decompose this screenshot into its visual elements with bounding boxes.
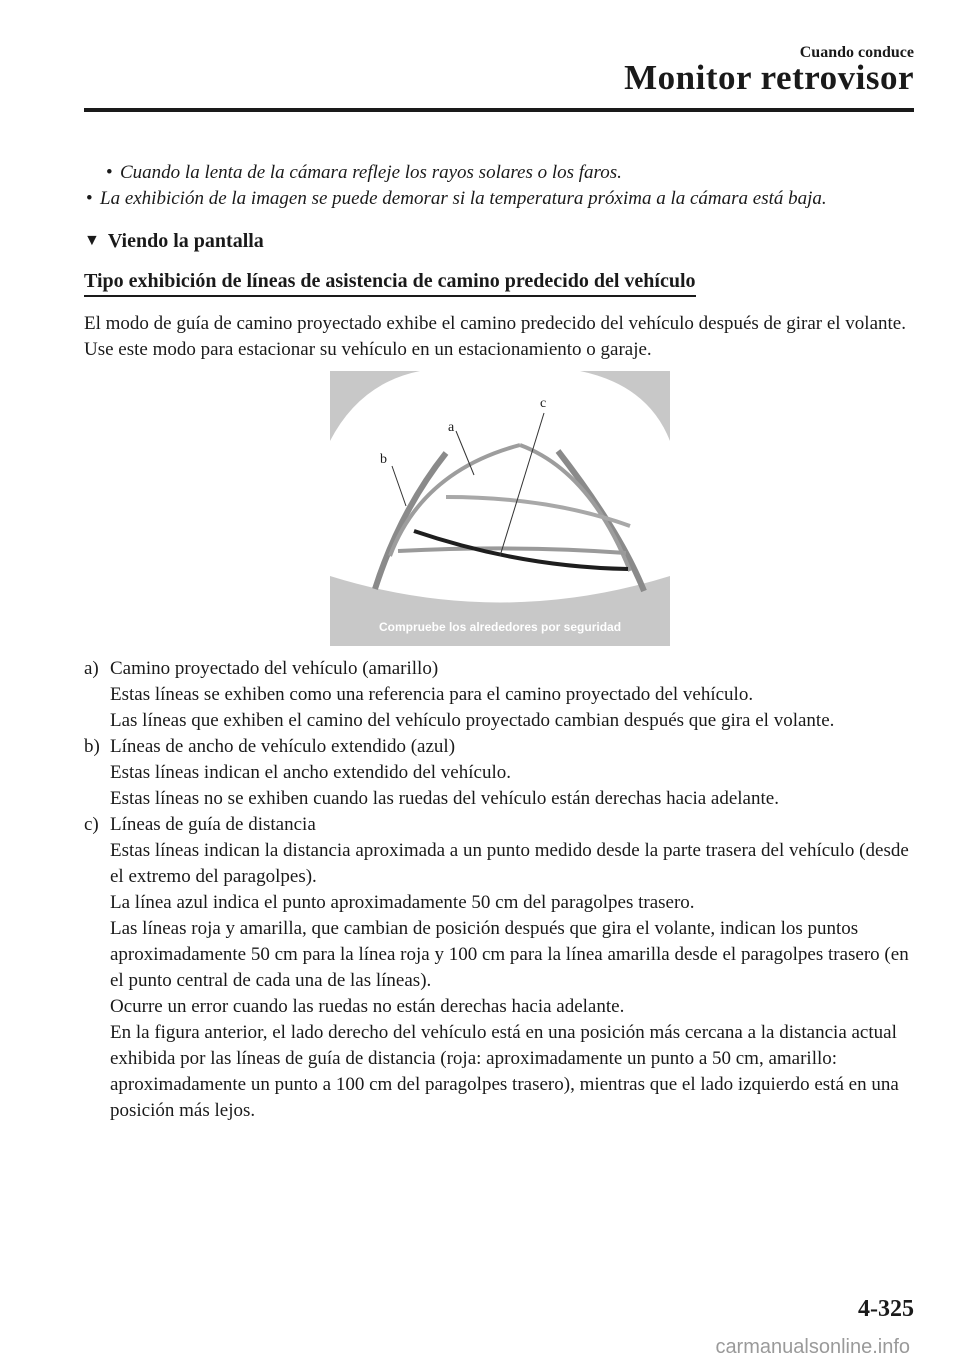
legend-item: a) Camino proyectado del vehículo (amarillo) Estas líneas se exhiben como una referencia para el camino proyectado del vehículo. Las líneas que exhiben el camino del vehículo proyectado cambian después que gira el volante.	[84, 656, 914, 734]
label-a: a	[448, 420, 455, 435]
watermark: carmanualsonline.info	[715, 1336, 910, 1358]
legend-key: c)	[84, 814, 99, 835]
section-label: Cuando conduce	[799, 44, 914, 61]
bullet-item: • Cuando la lenta de la cámara refleje los rayos solares o los faros.	[104, 160, 914, 186]
intro-paragraph: El modo de guía de camino proyectado exhibe el camino predecido del vehículo después de girar el volante. Use este modo para estacionar su vehículo en un estacionamiento o garaje.	[84, 313, 906, 360]
section-heading: ▼ Viendo la pantalla	[84, 230, 264, 252]
bullet-item: • La exhibición de la imagen se puede demorar si la temperatura próxima a la cámara está baja.	[84, 186, 914, 212]
bullet-dot-icon: •	[106, 162, 113, 183]
legend-title: Camino proyectado del vehículo (amarillo)	[110, 658, 439, 679]
legend-list	[84, 656, 914, 1124]
page-number: 4-325	[858, 1296, 914, 1322]
label-c: c	[540, 396, 547, 411]
legend-key: b)	[84, 736, 100, 757]
legend-item: b) Líneas de ancho de vehículo extendido (azul) Estas líneas indican el ancho extendido del vehículo. Estas líneas no se exhiben cuando las ruedas del vehículo están derechas hacia adelante.	[84, 734, 914, 812]
header-rule	[84, 108, 914, 112]
rear-camera-figure	[330, 371, 670, 646]
label-b: b	[380, 452, 387, 467]
legend-title: Líneas de guía de distancia	[110, 814, 316, 835]
bullet-dot-icon: •	[86, 188, 93, 209]
triangle-down-icon: ▼	[84, 232, 100, 249]
legend-key: a)	[84, 658, 99, 679]
legend-title: Líneas de ancho de vehículo extendido (azul)	[110, 736, 456, 757]
subheading: Tipo exhibición de líneas de asistencia de camino predecido del vehículo	[84, 268, 696, 297]
page-title: Monitor retrovisor	[624, 58, 914, 97]
figure-caption: Compruebe los alrededores por seguridad	[378, 620, 622, 634]
page-content	[84, 160, 914, 1124]
rear-camera-illustration	[330, 371, 670, 646]
legend-item: c) Líneas de guía de distancia Estas líneas indican la distancia aproximada a un punto medido desde la parte trasera del vehículo (desde el extremo del paragolpes). La línea azul indica el punto aproximadamente 50 cm del paragolpes trasero. Las líneas roja y amarilla, que cambian de posición después que gira el volante, indican los puntos aproximadamente 50 cm para la línea roja y 100 cm para la línea amarilla desde el paragolpes trasero (en el punto central de cada una de las líneas). Ocurre un error cuando las ruedas no están derechas hacia adelante. En la figura anterior, el lado derecho del vehículo está en una posición más cercana a la distancia actual exhibida por las líneas de guía de distancia (roja: aproximadamente un punto a 50 cm, amarillo: aproximadamente un punto a 100 cm del paragolpes trasero), mientras que el lado izquierdo está en una posición más lejos.	[84, 812, 914, 1124]
